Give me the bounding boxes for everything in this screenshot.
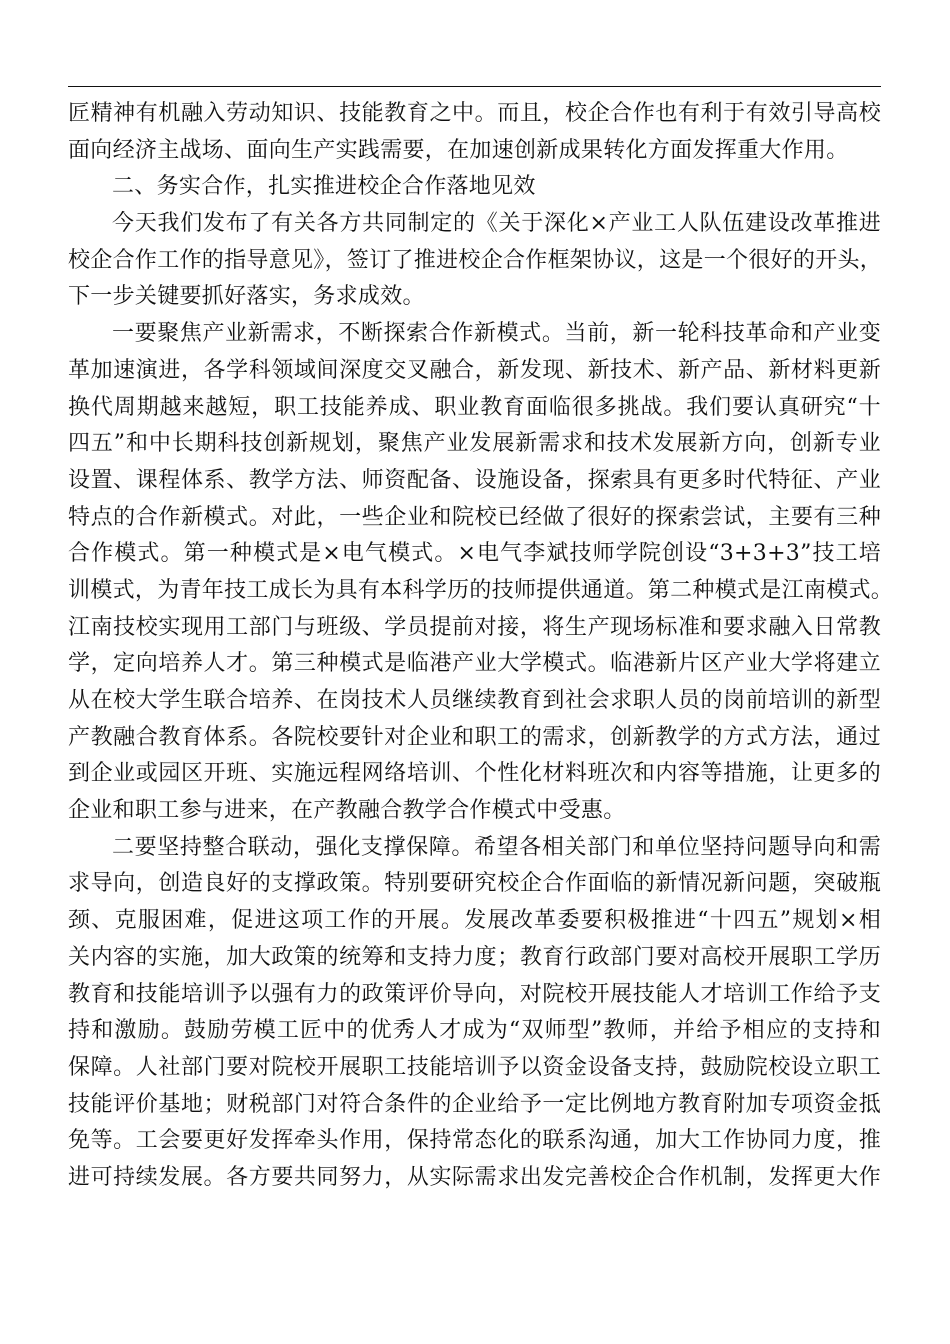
text-line: 匠精神有机融入劳动知识、技能教育之中。而且，校企合作也有利于有效引导高校 <box>68 101 881 126</box>
text-line: 持和激励。鼓励劳模工匠中的优秀人才成为“双师型”教师，并给予相应的支持和 <box>68 1018 881 1044</box>
text-line: 从在校大学生联合培养、在岗技术人员继续教育到社会求职人员的岗前培训的新型 <box>68 688 881 713</box>
document-body <box>68 96 894 1197</box>
text-line: 关内容的实施，加大政策的统筹和支持力度；教育行政部门要对高校开展职工学历 <box>68 944 881 970</box>
section-heading: 二、务实合作，扎实推进校企合作落地见效 <box>112 174 536 200</box>
text-line: 合作模式。第一种模式是×电气模式。×电气李斌技师学院创设“3+3+3”技工培 <box>68 541 881 567</box>
paragraph-start-line: 今天我们发布了有关各方共同制定的《关于深化×产业工人队伍建设改革推进 <box>112 211 881 237</box>
paragraph-end-line: 下一步关键要抓好落实，务求成效。 <box>68 284 425 310</box>
paragraph-start-line: 二要坚持整合联动，强化支撑保障。希望各相关部门和单位坚持问题导向和需 <box>112 834 881 860</box>
text-line: 教育和技能培训予以强有力的政策评价导向，对院校开展技能人才培训工作给予支 <box>68 981 881 1007</box>
text-line: 保障。人社部门要对院校开展职工技能培训予以资金设备支持，鼓励院校设立职工 <box>68 1054 881 1080</box>
text-line: 四五”和中长期科技创新规划，聚焦产业发展新需求和技术发展新方向，创新专业 <box>68 431 881 457</box>
text-line: 学，定向培养人才。第三种模式是临港产业大学模式。临港新片区产业大学将建立 <box>68 651 881 677</box>
text-line: 特点的合作新模式。对此，一些企业和院校已经做了很好的探索尝试，主要有三种 <box>68 504 881 530</box>
text-line: 颈、克服困难，促进这项工作的开展。发展改革委要积极推进“十四五”规划×相 <box>68 908 881 934</box>
text-line: 进可持续发展。各方要共同努力，从实际需求出发完善校企合作机制，发挥更大作 <box>68 1164 881 1190</box>
text-line: 换代周期越来越短，职工技能养成、职业教育面临很多挑战。我们要认真研究“十 <box>68 394 881 420</box>
text-line: 免等。工会要更好发挥牵头作用，保持常态化的联系沟通，加大工作协同力度，推 <box>68 1128 881 1154</box>
paragraph-end-line: 企业和职工参与进来，在产教融合教学合作模式中受惠。 <box>68 798 626 824</box>
text-line: 设置、课程体系、教学方法、师资配备、设施设备，探索具有更多时代特征、产业 <box>68 467 881 493</box>
text-line: 训模式，为青年技工成长为具有本科学历的技师提供通道。第二种模式是江南模式。 <box>68 577 894 603</box>
text-line: 革加速演进，各学科领域间深度交叉融合，新发现、新技术、新产品、新材料更新 <box>68 357 881 383</box>
text-line: 产教融合教育体系。各院校要针对企业和职工的需求，创新教学的方式方法，通过 <box>68 724 881 750</box>
text-line: 求导向，创造良好的支撑政策。特别要研究校企合作面临的新情况新问题，突破瓶 <box>68 871 881 897</box>
paragraph-start-line: 一要聚焦产业新需求，不断探索合作新模式。当前，新一轮科技革命和产业变 <box>112 321 881 347</box>
text-line: 江南技校实现用工部门与班级、学员提前对接，将生产现场标准和要求融入日常教 <box>68 614 881 640</box>
header-rule <box>68 86 881 87</box>
paragraph-end-line: 面向经济主战场、面向生产实践需要，在加速创新成果转化方面发挥重大作用。 <box>68 137 849 163</box>
text-line: 校企合作工作的指导意见》，签订了推进校企合作框架协议，这是一个很好的开头， <box>68 247 883 273</box>
text-line: 到企业或园区开班、实施远程网络培训、个性化材料班次和内容等措施，让更多的 <box>68 761 881 787</box>
text-line: 技能评价基地；财税部门对符合条件的企业给予一定比例地方教育附加专项资金抵 <box>68 1091 881 1117</box>
